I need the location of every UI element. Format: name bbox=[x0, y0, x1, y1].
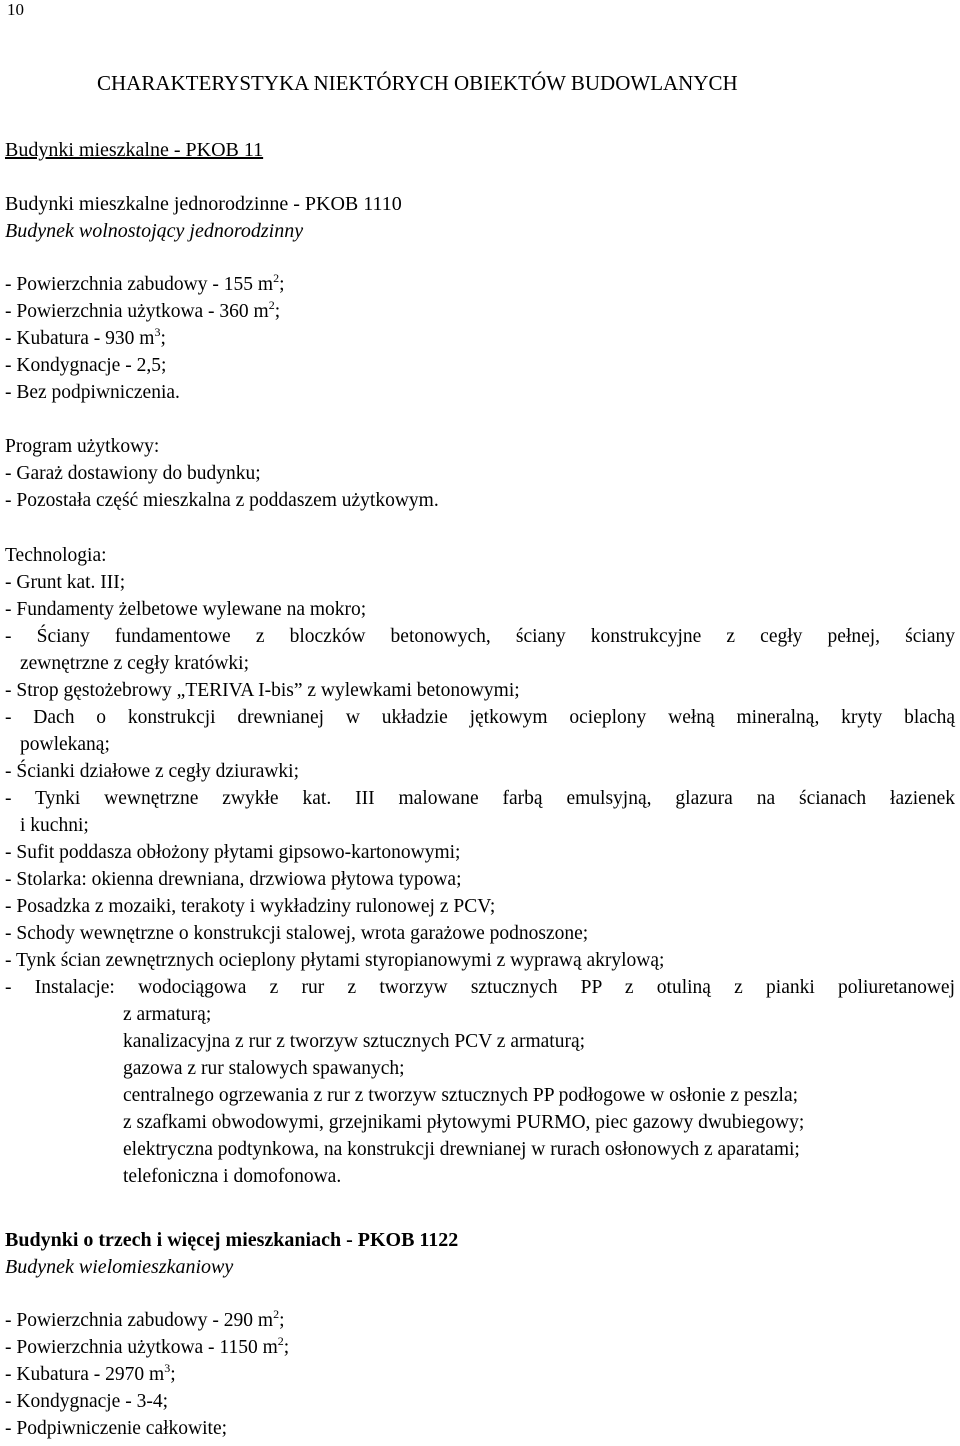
section-subheading: Budynki mieszkalne jednorodzinne - PKOB 1110 bbox=[5, 193, 402, 215]
section-heading: Budynki o trzech i więcej mieszkaniach - PKOB 1122 bbox=[5, 1229, 459, 1251]
technology-item: powlekaną; bbox=[20, 734, 110, 755]
technology-item: - Ścianki działowe z cegły dziurawki; bbox=[5, 761, 300, 782]
technology-item: - Dach o konstrukcji drewnianej w układzie jętkowym ocieplony wełną mineralną, kryty blachą bbox=[5, 707, 955, 728]
technology-item: - Schody wewnętrzne o konstrukcji stalowej, wrota garażowe podnoszone; bbox=[5, 923, 589, 944]
technology-item: - Strop gęstożebrowy „TERIVA I-bis” z wylewkami betonowymi; bbox=[5, 680, 520, 701]
program-item: - Garaż dostawiony do budynku; bbox=[5, 463, 261, 484]
technology-item: zewnętrzne z cegły kratówki; bbox=[20, 653, 250, 674]
param-line: - Kubatura - 930 $m^3$; bbox=[5, 324, 166, 349]
technology-item: elektryczna podtynkowa, na konstrukcji drewnianej w rurach osłonowych z aparatami; bbox=[123, 1139, 800, 1160]
technology-item: - Tynk ścian zewnętrznych ocieplony płytami styropianowymi z wyprawą akrylową; bbox=[5, 950, 665, 971]
technology-item: centralnego ogrzewania z rur z tworzyw sztucznych PP podłogowe w osłonie z peszla; bbox=[123, 1085, 799, 1106]
param-line: - Powierzchnia użytkowa - 360 $m^2$; bbox=[5, 297, 281, 322]
technology-item: - Fundamenty żelbetowe wylewane na mokro; bbox=[5, 599, 367, 620]
technology-item: gazowa z rur stalowych spawanych; bbox=[123, 1058, 405, 1079]
param-line: - Podpiwniczenie całkowite; bbox=[5, 1418, 228, 1439]
technology-item: z armaturą; bbox=[123, 1004, 212, 1025]
technology-item: - Posadzka z mozaiki, terakoty i wykładziny rulonowej z PCV; bbox=[5, 896, 496, 917]
building-type: Budynek wielomieszkaniowy bbox=[5, 1256, 234, 1278]
param-line: - Kondygnacje - 3-4; bbox=[5, 1391, 168, 1412]
param-line: - Powierzchnia zabudowy - 290 $m^2$; bbox=[5, 1306, 285, 1331]
building-type: Budynek wolnostojący jednorodzinny bbox=[5, 220, 304, 242]
technology-item: kanalizacyjna z rur z tworzyw sztucznych PCV z armaturą; bbox=[123, 1031, 586, 1052]
technology-item: - Stolarka: okienna drewniana, drzwiowa płytowa typowa; bbox=[5, 869, 462, 890]
technology-item: z szafkami obwodowymi, grzejnikami płytowymi PURMO, piec gazowy dwubiegowy; bbox=[123, 1112, 805, 1133]
param-line: - Powierzchnia użytkowa - 1150 $m^2$; bbox=[5, 1333, 290, 1358]
program-label: Program użytkowy: bbox=[5, 436, 160, 457]
section-heading: Budynki mieszkalne - PKOB 11 bbox=[5, 139, 264, 161]
technology-item: - Sufit poddasza obłożony płytami gipsowo-kartonowymi; bbox=[5, 842, 461, 863]
param-line: - Kondygnacje - 2,5; bbox=[5, 355, 167, 376]
param-line: - Powierzchnia zabudowy - 155 $m^2$; bbox=[5, 270, 285, 295]
technology-item: i kuchni; bbox=[20, 815, 89, 836]
technology-label: Technologia: bbox=[5, 545, 107, 566]
param-line: - Kubatura - 2970 $m^3$; bbox=[5, 1360, 176, 1385]
page-number: 10 bbox=[7, 0, 24, 19]
program-item: - Pozostała część mieszkalna z poddaszem użytkowym. bbox=[5, 490, 439, 511]
technology-item: - Grunt kat. III; bbox=[5, 572, 126, 593]
technology-item: - Ściany fundamentowe z bloczków betonowych, ściany konstrukcyjne z cegły pełnej, ściany bbox=[5, 626, 955, 647]
technology-item: telefoniczna i domofonowa. bbox=[123, 1166, 342, 1187]
param-line: - Bez podpiwniczenia. bbox=[5, 382, 180, 403]
document-title: CHARAKTERYSTYKA NIEKTÓRYCH OBIEKTÓW BUDOWLANYCH bbox=[97, 71, 738, 95]
technology-item: - Instalacje: wodociągowa z rur z tworzyw sztucznych PP z otuliną z pianki poliuretanowej bbox=[5, 977, 955, 998]
technology-item: - Tynki wewnętrzne zwykłe kat. III malowane farbą emulsyjną, glazura na ścianach łazienek bbox=[5, 788, 955, 809]
